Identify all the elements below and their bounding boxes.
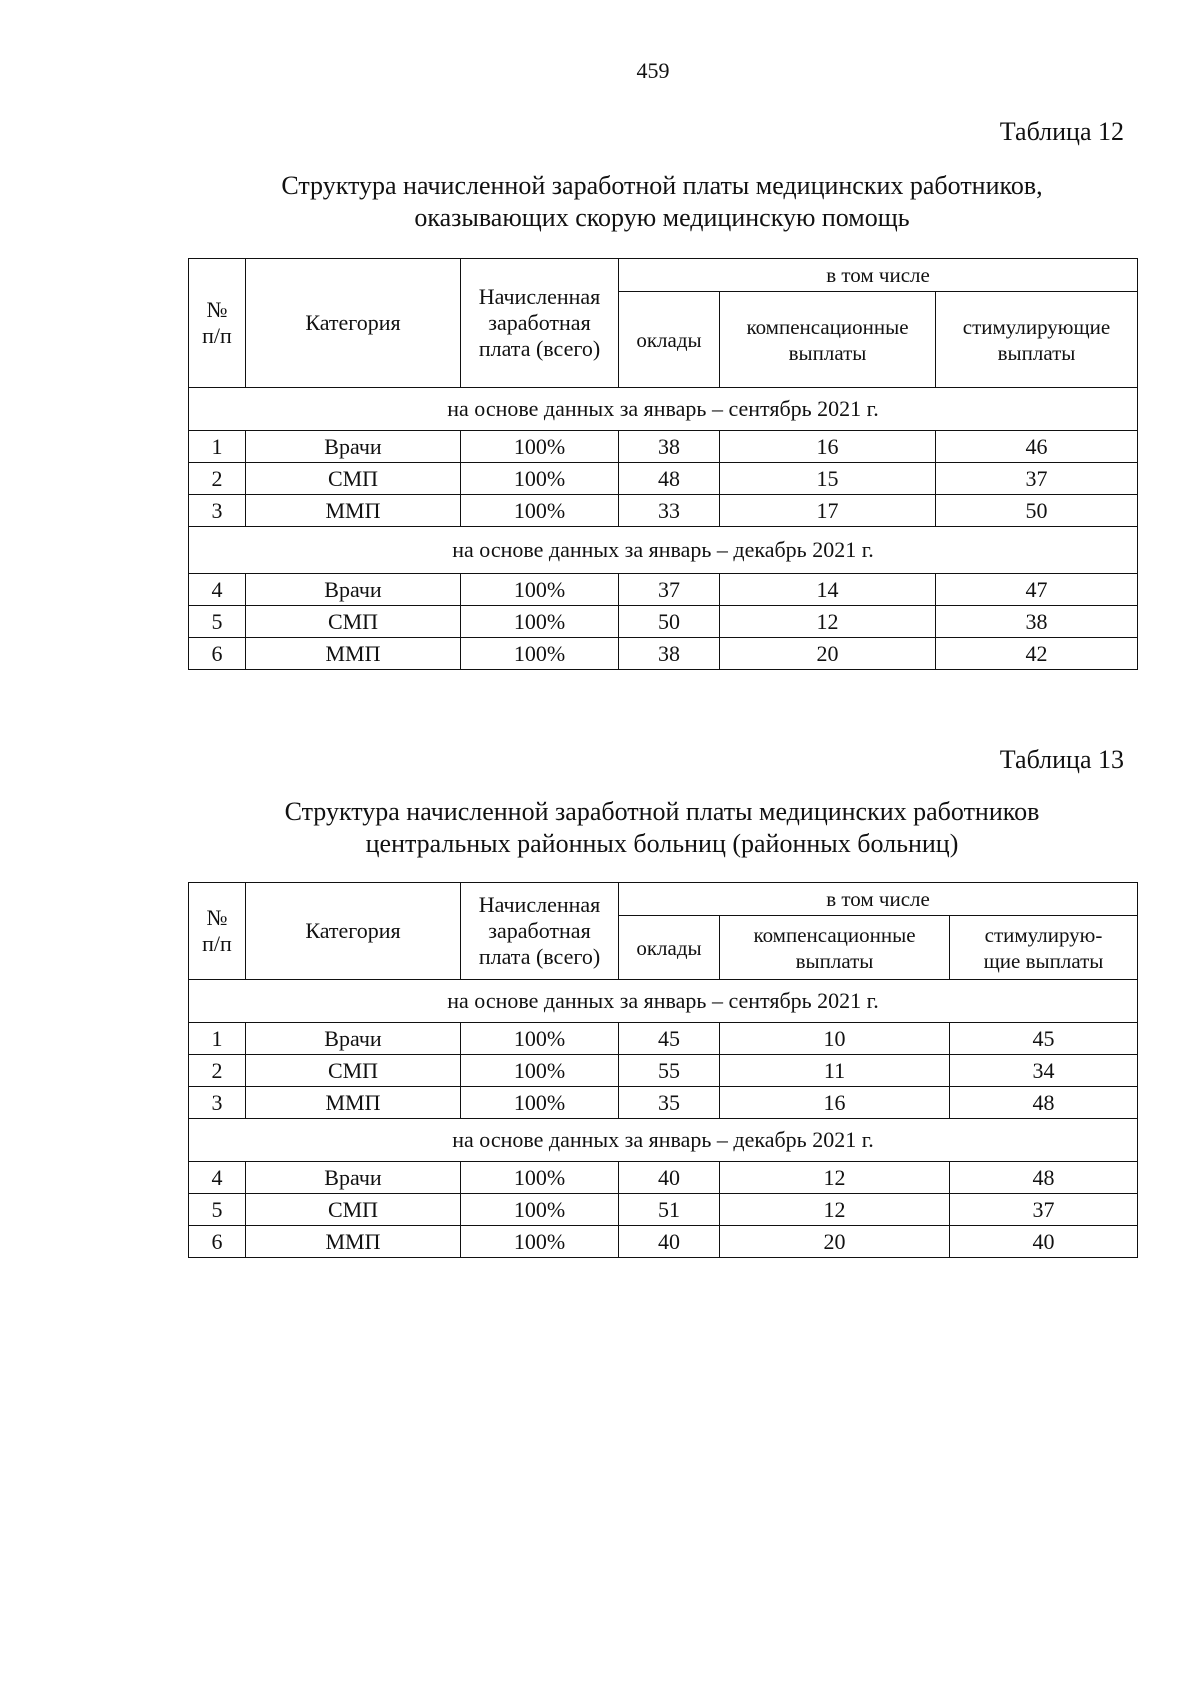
table-cell: 37 <box>950 1194 1138 1226</box>
table-cell: 38 <box>619 638 720 670</box>
table-cell: 45 <box>619 1023 720 1055</box>
table-cell: ММП <box>246 1226 461 1258</box>
table-cell: 47 <box>936 574 1138 606</box>
header-salaries: оклады <box>619 292 720 388</box>
table-cell: 50 <box>619 606 720 638</box>
table-cell: 100% <box>461 495 619 527</box>
table-cell: 38 <box>619 431 720 463</box>
header-stimulating <box>936 292 1138 388</box>
table-cell: на основе данных за январь – сентябрь 2021 г. <box>189 980 1138 1023</box>
header-including: в том числе <box>619 259 1138 292</box>
table-cell: 1 <box>189 431 246 463</box>
table-cell: 3 <box>189 1087 246 1119</box>
table-cell: СМП <box>246 1194 461 1226</box>
header-number <box>189 259 246 388</box>
section-row <box>189 980 1138 1023</box>
table-cell: 34 <box>950 1055 1138 1087</box>
header-line: № <box>206 297 228 322</box>
header-number <box>189 883 246 980</box>
table-cell: 12 <box>720 606 936 638</box>
table-cell: 100% <box>461 1023 619 1055</box>
table-12-title <box>188 170 1136 234</box>
table-cell: 2 <box>189 1055 246 1087</box>
header-line: стимулирующие <box>962 314 1111 339</box>
table-13 <box>188 882 1138 1258</box>
header-line: Начисленная <box>478 284 601 309</box>
header-salaries: оклады <box>619 916 720 980</box>
header-compensation <box>720 916 950 980</box>
table-13-title-line-1: Структура начисленной заработной платы медицинских работников <box>284 797 1040 826</box>
header-line: п/п <box>202 931 232 956</box>
table-cell: 15 <box>720 463 936 495</box>
header-total <box>461 259 619 388</box>
table-cell: 10 <box>720 1023 950 1055</box>
section-row <box>189 388 1138 431</box>
table-cell: 55 <box>619 1055 720 1087</box>
table-cell: 3 <box>189 495 246 527</box>
table-row <box>189 1023 1138 1055</box>
table-cell: 100% <box>461 1055 619 1087</box>
header-category: Категория <box>246 883 461 980</box>
table-cell: 5 <box>189 1194 246 1226</box>
table-cell: 4 <box>189 574 246 606</box>
table-cell: 100% <box>461 1162 619 1194</box>
table-cell: 11 <box>720 1055 950 1087</box>
header-line: стимулирую- <box>984 922 1103 947</box>
table-cell: 48 <box>950 1087 1138 1119</box>
table-cell: 50 <box>936 495 1138 527</box>
table-cell: 38 <box>936 606 1138 638</box>
table-cell: 20 <box>720 1226 950 1258</box>
table-row <box>189 574 1138 606</box>
table-row <box>189 1194 1138 1226</box>
table-cell: 6 <box>189 638 246 670</box>
table-cell: на основе данных за январь – сентябрь 2021 г. <box>189 388 1138 431</box>
table-cell: 16 <box>720 1087 950 1119</box>
header-stimulating <box>950 916 1138 980</box>
table-cell: 40 <box>619 1226 720 1258</box>
header-line: щие выплаты <box>983 948 1104 973</box>
header-line: заработная <box>488 918 591 943</box>
table-cell: 12 <box>720 1194 950 1226</box>
table-cell: Врачи <box>246 574 461 606</box>
table-cell: 33 <box>619 495 720 527</box>
header-including: в том числе <box>619 883 1138 916</box>
table-row <box>189 1055 1138 1087</box>
header-line: № <box>206 905 228 930</box>
header-compensation <box>720 292 936 388</box>
table-cell: 5 <box>189 606 246 638</box>
table-13-title-line-2: центральных районных больниц (районных больниц) <box>365 829 959 858</box>
table-cell: 40 <box>619 1162 720 1194</box>
table-cell: 16 <box>720 431 936 463</box>
table-cell: 6 <box>189 1226 246 1258</box>
table-12 <box>188 258 1138 670</box>
section-row <box>189 527 1138 574</box>
table-12-label: Таблица 12 <box>999 117 1124 146</box>
table-cell: 1 <box>189 1023 246 1055</box>
header-line: плата (всего) <box>478 944 601 969</box>
table-cell: СМП <box>246 606 461 638</box>
table-row <box>189 463 1138 495</box>
table-cell: 42 <box>936 638 1138 670</box>
table-cell: 100% <box>461 638 619 670</box>
table-cell: 100% <box>461 1194 619 1226</box>
header-line: компенсационные <box>746 314 909 339</box>
table-cell: ММП <box>246 1087 461 1119</box>
table-cell: на основе данных за январь – декабрь 2021 г. <box>189 527 1138 574</box>
table-cell: 100% <box>461 431 619 463</box>
table-cell: 17 <box>720 495 936 527</box>
table-cell: 14 <box>720 574 936 606</box>
page-number: 459 <box>636 58 670 83</box>
table-cell: Врачи <box>246 1023 461 1055</box>
table-cell: на основе данных за январь – декабрь 2021 г. <box>189 1119 1138 1162</box>
section-row <box>189 1119 1138 1162</box>
table-13-title <box>188 796 1136 860</box>
table-12-title-line-1: Структура начисленной заработной платы медицинских работников, <box>281 171 1043 200</box>
table-cell: 100% <box>461 1226 619 1258</box>
table-row <box>189 1162 1138 1194</box>
header-line: п/п <box>202 323 232 348</box>
table-cell: 100% <box>461 574 619 606</box>
table-cell: 35 <box>619 1087 720 1119</box>
table-cell: 12 <box>720 1162 950 1194</box>
header-line: компенсационные <box>753 922 916 947</box>
table-cell: 100% <box>461 463 619 495</box>
table-cell: 48 <box>950 1162 1138 1194</box>
table-12-title-line-2: оказывающих скорую медицинскую помощь <box>414 203 910 232</box>
table-row <box>189 1087 1138 1119</box>
table-row <box>189 431 1138 463</box>
table-row <box>189 638 1138 670</box>
table-13-label: Таблица 13 <box>999 745 1124 774</box>
table-cell: 100% <box>461 1087 619 1119</box>
header-line: заработная <box>488 310 591 335</box>
table-row <box>189 495 1138 527</box>
table-cell: 37 <box>619 574 720 606</box>
header-line: плата (всего) <box>478 336 601 361</box>
table-cell: 40 <box>950 1226 1138 1258</box>
header-line: выплаты <box>997 340 1076 365</box>
table-cell: 48 <box>619 463 720 495</box>
table-cell: 46 <box>936 431 1138 463</box>
table-cell: 4 <box>189 1162 246 1194</box>
header-category: Категория <box>246 259 461 388</box>
table-cell: СМП <box>246 1055 461 1087</box>
table-row <box>189 1226 1138 1258</box>
table-cell: 100% <box>461 606 619 638</box>
header-line: выплаты <box>795 948 874 973</box>
header-line: выплаты <box>788 340 867 365</box>
header-total <box>461 883 619 980</box>
table-cell: 2 <box>189 463 246 495</box>
header-line: Начисленная <box>478 892 601 917</box>
table-cell: 51 <box>619 1194 720 1226</box>
table-row <box>189 606 1138 638</box>
table-cell: ММП <box>246 495 461 527</box>
table-cell: СМП <box>246 463 461 495</box>
table-cell: Врачи <box>246 431 461 463</box>
table-cell: Врачи <box>246 1162 461 1194</box>
table-cell: ММП <box>246 638 461 670</box>
table-cell: 45 <box>950 1023 1138 1055</box>
table-cell: 20 <box>720 638 936 670</box>
table-cell: 37 <box>936 463 1138 495</box>
